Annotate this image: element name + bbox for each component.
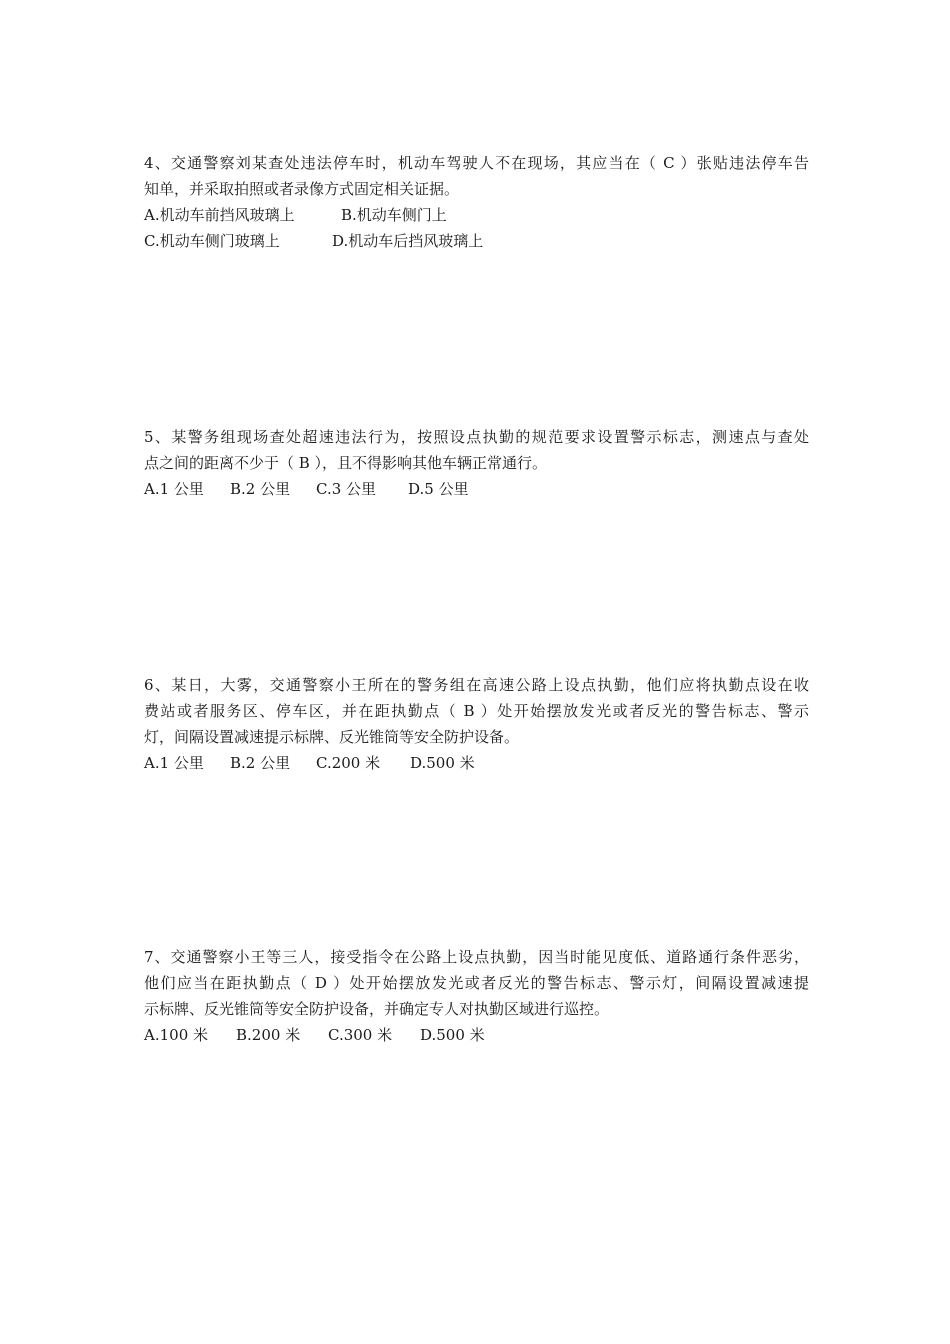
option-b: B.200 米 bbox=[236, 1026, 301, 1044]
question-text-line: 4、交通警察刘某查处违法停车时，机动车驾驶人不在现场，其应当在（ C ）张贴违法停车告 bbox=[144, 154, 809, 172]
option-a: A.1 公里 bbox=[144, 754, 204, 772]
question-text-line: 灯，间隔设置减速提示标牌、反光锥筒等安全防护设备。 bbox=[144, 728, 520, 746]
option-b: B.2 公里 bbox=[230, 754, 291, 772]
question-text-line: 知单，并采取拍照或者录像方式固定相关证据。 bbox=[144, 180, 460, 198]
option-a: A.机动车前挡风玻璃上 bbox=[144, 206, 295, 224]
answer-options-row bbox=[144, 750, 809, 776]
question-4 bbox=[144, 150, 809, 254]
option-a: A.100 米 bbox=[144, 1026, 208, 1044]
option-c: C.机动车侧门玻璃上 bbox=[144, 232, 280, 250]
answer-options-row bbox=[144, 228, 809, 254]
option-b: B.2 公里 bbox=[230, 480, 291, 498]
option-c: C.300 米 bbox=[328, 1026, 393, 1044]
question-text-line: 他们应当在距执勤点（ D ）处开始摆放发光或者反光的警告标志、警示灯，间隔设置减速提 bbox=[144, 974, 809, 992]
answer-options-row bbox=[144, 202, 809, 228]
question-text-line: 示标牌、反光锥筒等安全防护设备，并确定专人对执勤区域进行巡控。 bbox=[144, 1000, 610, 1018]
option-d: D.5 公里 bbox=[408, 480, 469, 498]
question-5 bbox=[144, 424, 809, 502]
question-text-line: 点之间的距离不少于（ B ），且不得影响其他车辆正常通行。 bbox=[144, 454, 548, 472]
option-b: B.机动车侧门上 bbox=[341, 206, 447, 224]
question-text-line: 5、某警务组现场查处超速违法行为，按照设点执勤的规范要求设置警示标志，测速点与查处 bbox=[144, 428, 809, 446]
option-d: D.500 米 bbox=[410, 754, 475, 772]
question-7 bbox=[144, 944, 809, 1048]
question-text-line: 费站或者服务区、停车区，并在距执勤点（ B ）处开始摆放发光或者反光的警告标志、警示 bbox=[144, 702, 809, 720]
option-a: A.1 公里 bbox=[144, 480, 204, 498]
option-d: D.机动车后挡风玻璃上 bbox=[332, 232, 484, 250]
option-c: C.200 米 bbox=[316, 754, 381, 772]
question-text-line: 6、某日，大雾，交通警察小王所在的警务组在高速公路上设点执勤，他们应将执勤点设在收 bbox=[144, 676, 809, 694]
answer-options-row bbox=[144, 476, 809, 502]
option-d: D.500 米 bbox=[420, 1026, 485, 1044]
question-6 bbox=[144, 672, 809, 776]
answer-options-row bbox=[144, 1022, 809, 1048]
question-text-line: 7、交通警察小王等三人，接受指令在公路上设点执勤，因当时能见度低、道路通行条件恶劣， bbox=[144, 948, 809, 966]
option-c: C.3 公里 bbox=[316, 480, 377, 498]
